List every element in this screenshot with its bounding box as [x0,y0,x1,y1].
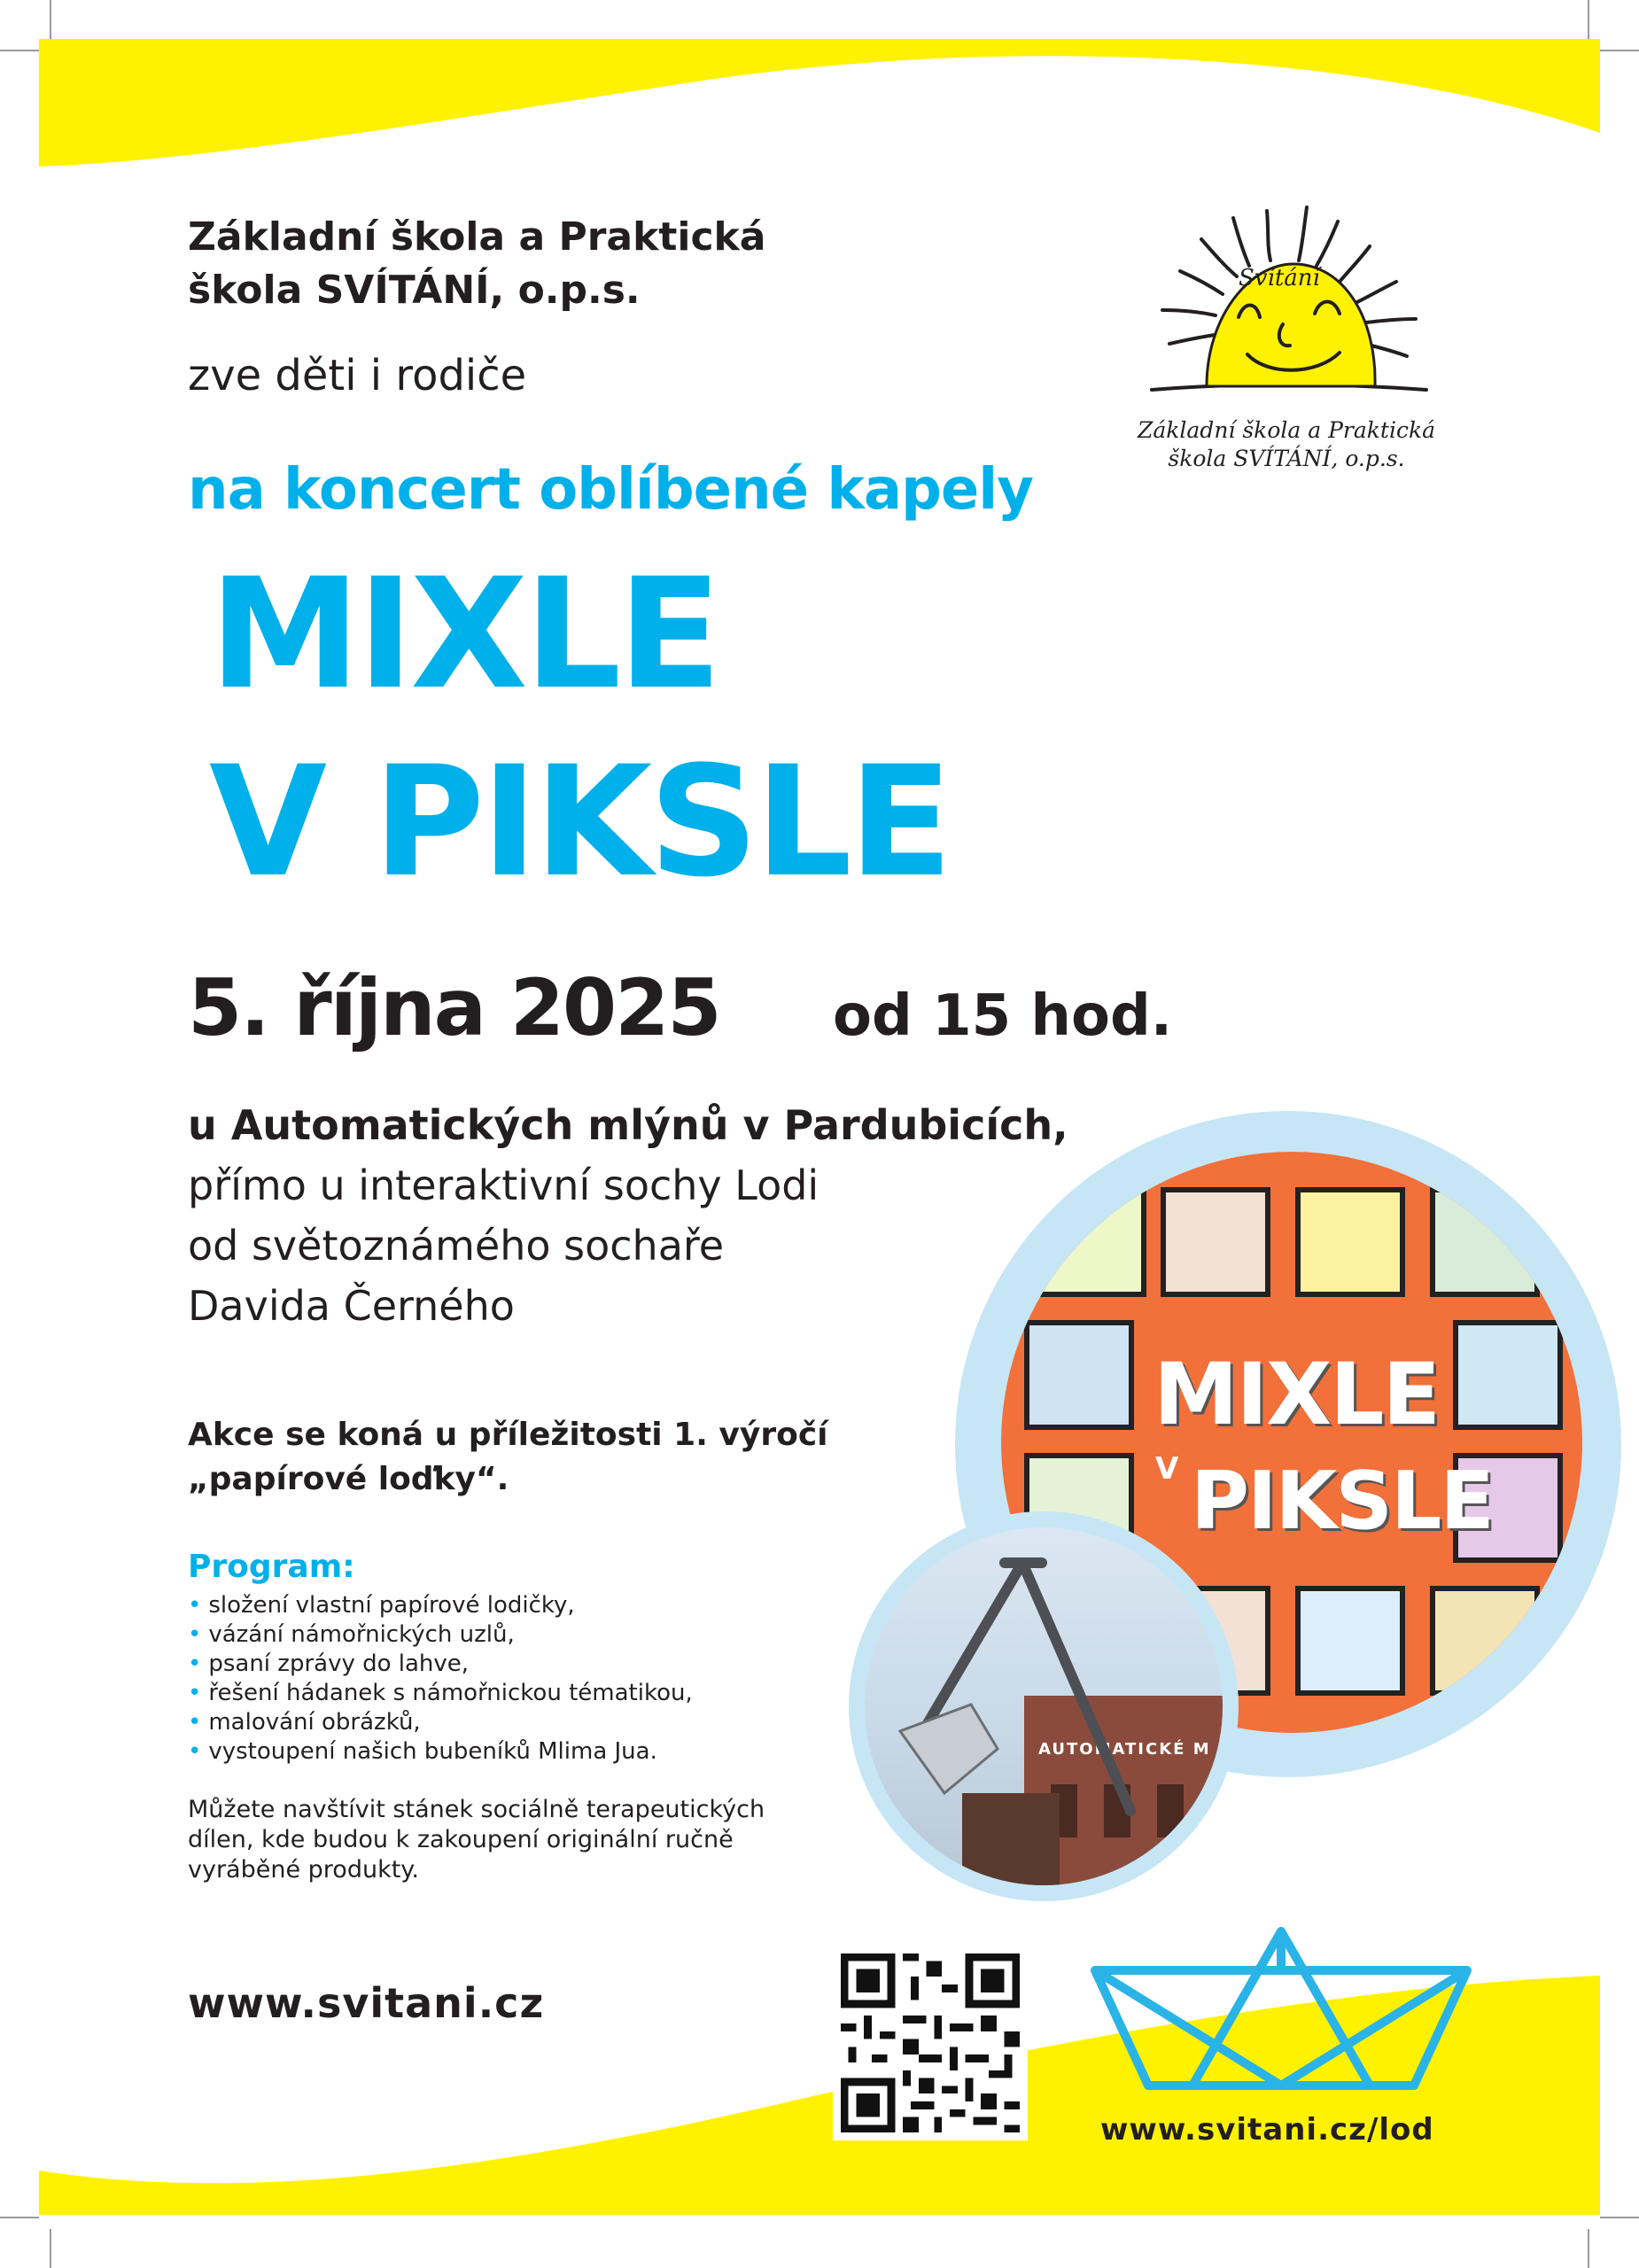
stall-line-1: Můžete navštívit stánek sociálně terapeutických [188,1796,765,1823]
bullet-icon: • [188,1709,202,1736]
sculpture-photo [865,1527,1223,1885]
program-item: • složení vlastní papírové lodičky, [188,1592,575,1619]
album-title-line-1: MIXLE [1154,1345,1440,1444]
qr-code[interactable] [833,1946,1028,2140]
bullet-icon: • [188,1651,202,1677]
building-sign: AUTOMATICKÉ M [1038,1740,1211,1759]
album-tile [1295,1586,1405,1696]
bullet-icon: • [188,1680,202,1706]
paper-boat-icon [1086,1924,1476,2093]
crop-mark-bl-v [50,2229,51,2268]
album-title-line-2: PIKSLE [1191,1455,1493,1548]
program-item: • vázání námořnických uzlů, [188,1621,515,1648]
organizer-line-2: škola SVÍTÁNÍ, o.p.s. [188,268,641,313]
location-line-1: u Automatických mlýnů v Pardubicích, [188,1101,1068,1149]
logo-caption-line-1: Základní škola a Praktická [1137,417,1436,443]
program-list [188,1591,693,1767]
bullet-icon: • [188,1592,202,1619]
location-line-3: od světoznámého sochaře [188,1222,725,1270]
bullet-icon: • [188,1738,202,1765]
album-tile [1430,1586,1540,1696]
sculpture-frame [865,1527,1223,1885]
program-item: • psaní zprávy do lahve, [188,1651,470,1677]
qr-code-icon [833,1946,1028,2140]
crop-mark-br-v [1588,2229,1589,2268]
program-title: Program: [188,1549,355,1585]
top-yellow-wave [0,0,1639,177]
footer-website-lod[interactable]: www.svitani.cz/lod [1100,2112,1434,2148]
invite-text: zve děti i rodiče [188,351,527,400]
album-tile [1037,1187,1146,1297]
location-line-4: Davida Černého [188,1282,515,1330]
band-name-line-2: V PIKSLE [209,733,950,911]
logo-script: Svítání [1239,265,1320,291]
album-tile [1024,1320,1134,1430]
event-time: od 15 hod. [833,983,1173,1049]
program-item: • vystoupení našich bubeníků Mlima Jua. [188,1738,657,1765]
album-tile [1161,1187,1270,1297]
program-item: • malování obrázků, [188,1709,421,1736]
band-name-line-1: MIXLE [209,545,719,723]
program-item: • řešení hádanek s námořnickou tématikou, [188,1680,693,1706]
occasion-line-2: „papírové loďky“. [188,1461,509,1497]
location-line-2: přímo u interaktivní sochy Lodi [188,1161,820,1209]
album-title-small-v: V [1155,1451,1179,1487]
logo-caption-line-2: škola SVÍTÁNÍ, o.p.s. [1168,446,1405,471]
stall-line-2: dílen, kde budou k zakoupení originální ručně [188,1826,734,1853]
album-tile [1430,1187,1540,1297]
event-date: 5. října 2025 [188,962,720,1053]
svitani-sun-logo [1134,202,1435,411]
footer-website[interactable]: www.svitani.cz [188,1979,545,2027]
organizer-line-1: Základní škola a Praktická [188,214,766,260]
album-tile [1453,1320,1563,1430]
bullet-icon: • [188,1621,202,1648]
occasion-line-1: Akce se koná u příležitosti 1. výročí [188,1417,828,1453]
album-tile [1295,1187,1405,1297]
stall-line-3: vyráběné produkty. [188,1856,420,1884]
concert-subtitle: na koncert oblíbené kapely [188,457,1033,523]
